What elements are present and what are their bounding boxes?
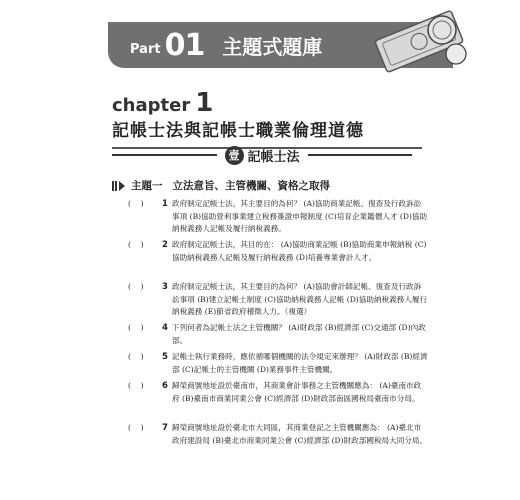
question-text: 政府制定記帳士法，其目的在： (A)協助商業記帳 (B)協助商業申報納稅 (C)協助納稅義務人記帳及履行納稅義務 (D)培養專業會計人才。 [172, 240, 427, 262]
section-heading [112, 143, 412, 167]
banknote-coin-illustration [360, 8, 470, 76]
question-item [128, 198, 428, 236]
answer-blank[interactable]: ( ) [128, 323, 144, 332]
question-text: 歸榮商號地址設於臺南市，其商業會計事務之主管機關應為： (A)臺南市政府 (B)臺南市商業同業公會 (C)經濟部 (D)財政部南區國稅局臺南市分局。 [172, 381, 422, 403]
topic-heading [112, 178, 330, 193]
section-title: 記帳士法 [247, 149, 300, 165]
answer-blank[interactable]: ( ) [128, 282, 144, 291]
part-title: 主題式題庫 [222, 34, 323, 59]
question-number: 5 [162, 352, 168, 362]
topic-marker-icon [112, 181, 125, 191]
question-number: 2 [162, 240, 168, 250]
question-text: 歸榮商號地址設於臺北市大同區，其商業登記之主管機關應為： (A)臺北市政府建設局 (B)臺北市商業同業公會 (C)經濟部 (D)財政部國稅局大同分局。 [172, 423, 428, 445]
question-text: 政府制定記帳士法，其主要目的為何？ (A)協助會計師記帳、復查及行政訴訟事項 (B)建立記帳士制度 (C)協助納稅義務人記帳 (D)協助納稅義務人履行納稅義務 (E)節省政府稽徵人力。（複選） [172, 282, 428, 317]
answer-blank[interactable]: ( ) [128, 423, 144, 432]
answer-blank[interactable]: ( ) [128, 199, 144, 208]
question-item [128, 380, 428, 405]
question-number: 4 [162, 323, 168, 333]
answer-blank[interactable]: ( ) [128, 352, 144, 361]
chapter-number: 1 [195, 88, 214, 118]
part-number: 01 [164, 27, 205, 63]
question-number: 7 [162, 423, 168, 433]
question-item [128, 351, 428, 376]
question-number: 6 [162, 381, 168, 391]
section-badge: 壹 [225, 146, 244, 165]
question-number: 3 [162, 282, 168, 292]
question-item [128, 281, 428, 319]
answer-blank[interactable]: ( ) [128, 381, 144, 390]
question-number: 1 [162, 199, 168, 209]
part-label: Part [130, 41, 161, 57]
answer-blank[interactable]: ( ) [128, 240, 144, 249]
topic-title: 立法意旨、主管機關、資格之取得 [172, 180, 330, 192]
chapter-word: chapter [112, 95, 191, 116]
question-item [128, 239, 428, 264]
section-rule-right [308, 154, 413, 156]
chapter-heading [112, 88, 213, 118]
section-rule-left [112, 154, 217, 156]
question-item [128, 422, 428, 447]
question-item [128, 322, 428, 347]
chapter-title: 記帳士法與記帳士職業倫理道德 [112, 116, 422, 149]
question-text: 記帳士執行業務時，應依循哪個機關的法令規定來辦理？ (A)財政部 (B)經濟部 (C)記帳士的主管機關 (D)業務事件主管機關。 [172, 352, 428, 374]
question-text: 政府制定記帳士法，其主要目的為何？ (A)協助商業記帳、復查及行政訴訟事項 (B)協助營利事業建立稅務簽證申報制度 (C)培育企業鑑價人才 (D)協助納稅義務人記帳及履行納稅義務。 [172, 199, 428, 234]
topic-label: 主題一 [131, 180, 163, 192]
question-text: 下列何者為記帳士法之主管機關？ (A)財政部 (B)經濟部 (C)交通部 (D)內政部。 [172, 323, 426, 345]
